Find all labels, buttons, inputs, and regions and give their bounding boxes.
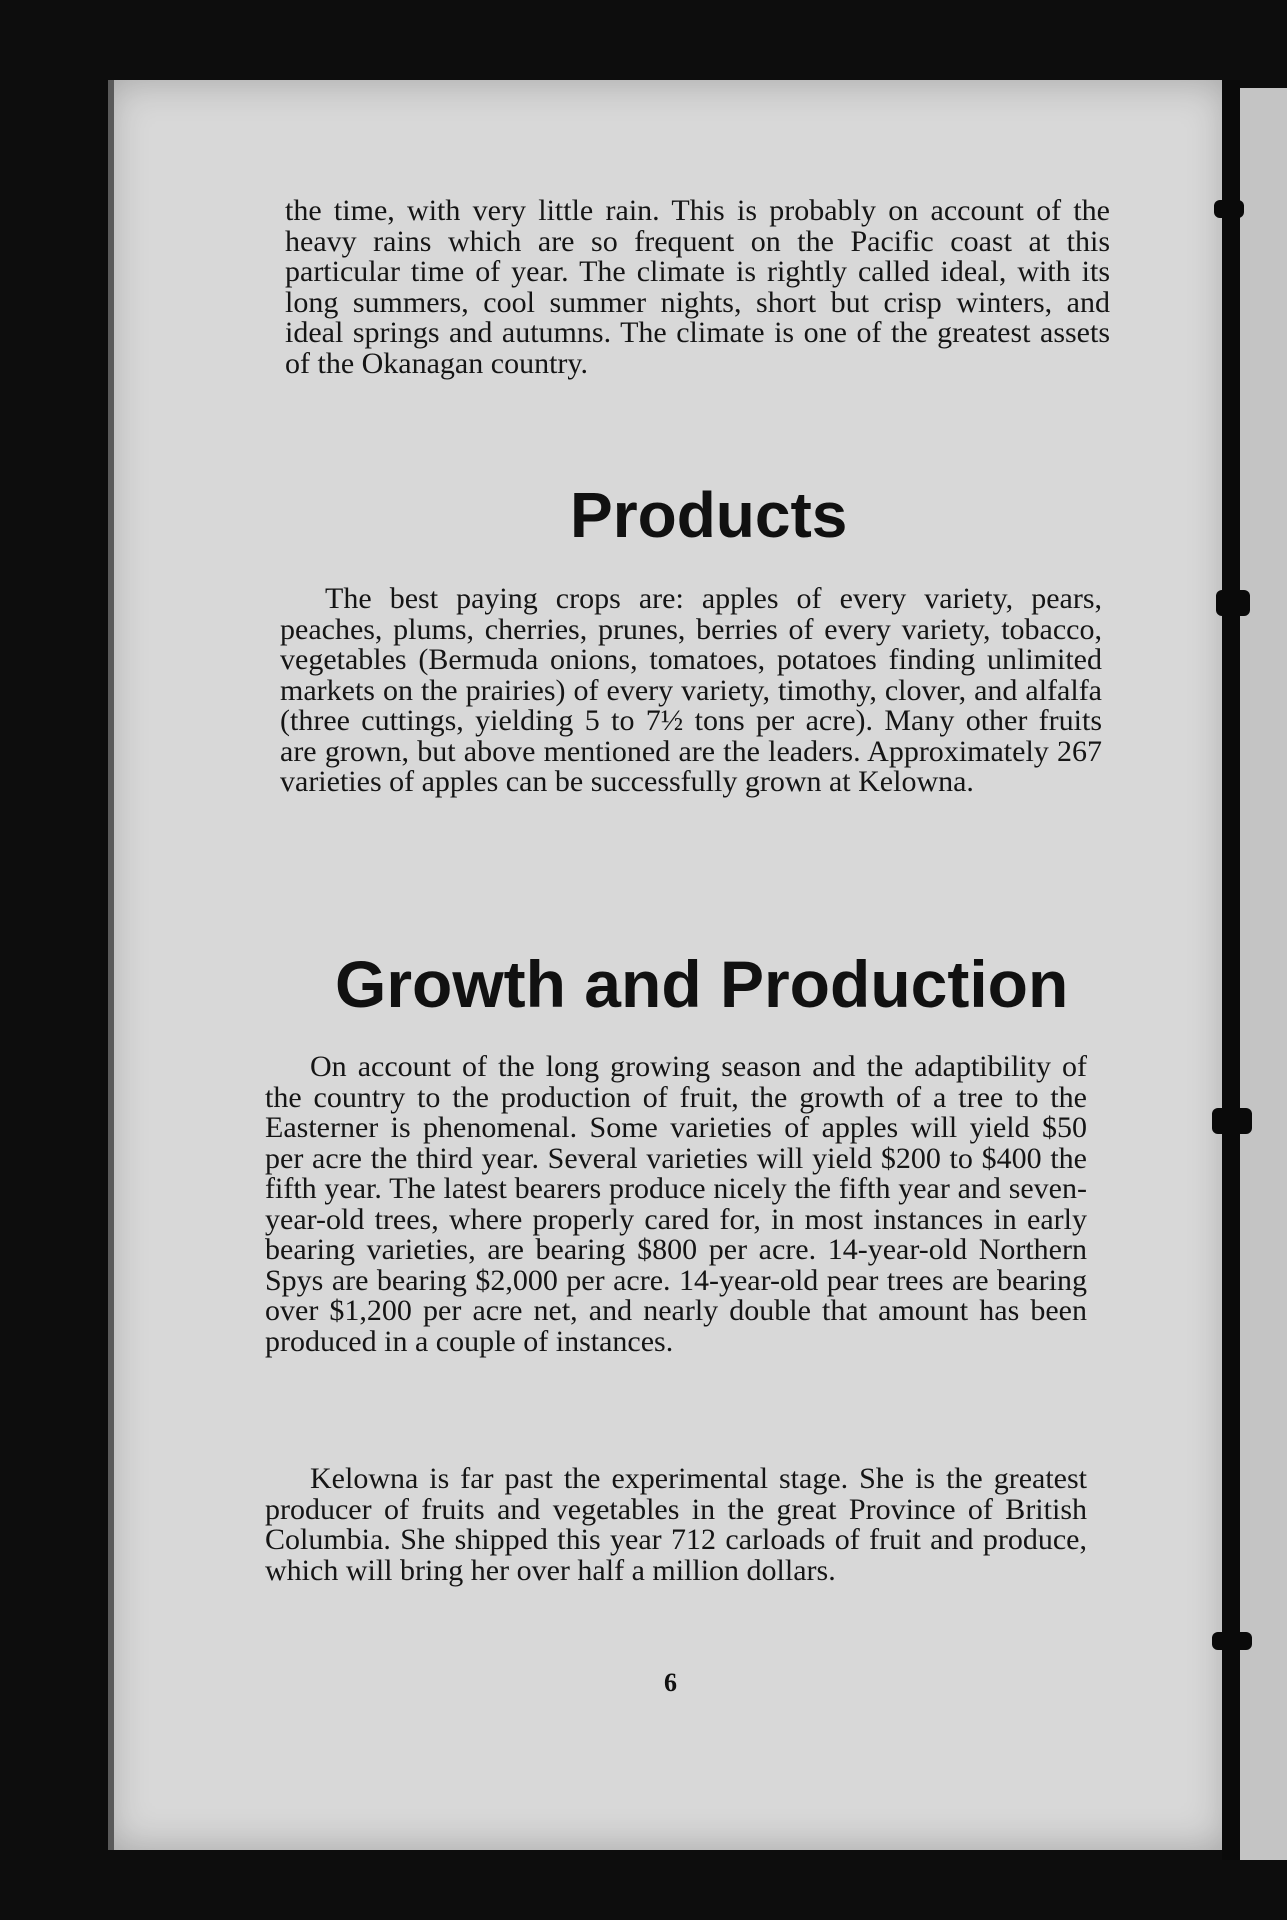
section-heading-growth-and-production: Growth and Production <box>335 947 1069 1021</box>
binding-clip <box>1212 1632 1252 1650</box>
facing-page-edge <box>1240 88 1287 1860</box>
page-number: 6 <box>664 1668 677 1697</box>
kelowna-paragraph: Kelowna is far past the experimental stage. She is the greatest producer of fruits and vegetables in the great Province of British Columbia. She shipped this year 712 carloads of fruit and produce, which will bring her over half a million dollars. <box>265 1462 1087 1587</box>
binding-clip <box>1212 1108 1252 1134</box>
page-edge-shadow <box>108 80 114 1850</box>
binding-clip <box>1214 200 1244 218</box>
products-paragraph: The best paying crops are: apples of every variety, pears, peaches, plums, cherries, prunes, berries of every variety, tobacco, vegetables (Bermuda onions, tomatoes, potatoes finding unlimited markets on the prairies) of every variety, timothy, clover, and alfalfa (three cuttings, yielding 5 to 7½ tons per acre). Many other fruits are grown, but above mentioned are the leaders. Approximately 267 varieties of apples can be successfully grown at Kelowna. <box>280 582 1102 798</box>
binding-spine <box>1222 80 1240 1860</box>
intro-paragraph: the time, with very little rain. This is probably on account of the heavy rains which are so frequent on the Pacific coast at this particular time of year. The climate is rightly called ideal, with its long summers, cool summer nights, short but crisp winters, and ideal springs and autumns. The climate is one of the greatest assets of the Okanagan country. <box>285 194 1110 380</box>
section-heading-products: Products <box>570 479 848 551</box>
growth-paragraph: On account of the long growing season and the adaptibility of the country to the production of fruit, the growth of a tree to the Easterner is phenomenal. Some varieties of apples will yield $50 per acre the third year. Several varieties will yield $200 to $400 the fifth year. The latest bearers produce nicely the fifth year and seven-year-old trees, where properly cared for, in most instances in early bearing varieties, are bearing $800 per acre. 14-year-old Northern Spys are bearing $2,000 per acre. 14-year-old pear trees are bearing over $1,200 per acre net, and nearly double that amount has been produced in a couple of instances. <box>265 1050 1087 1358</box>
binding-clip <box>1216 590 1250 616</box>
